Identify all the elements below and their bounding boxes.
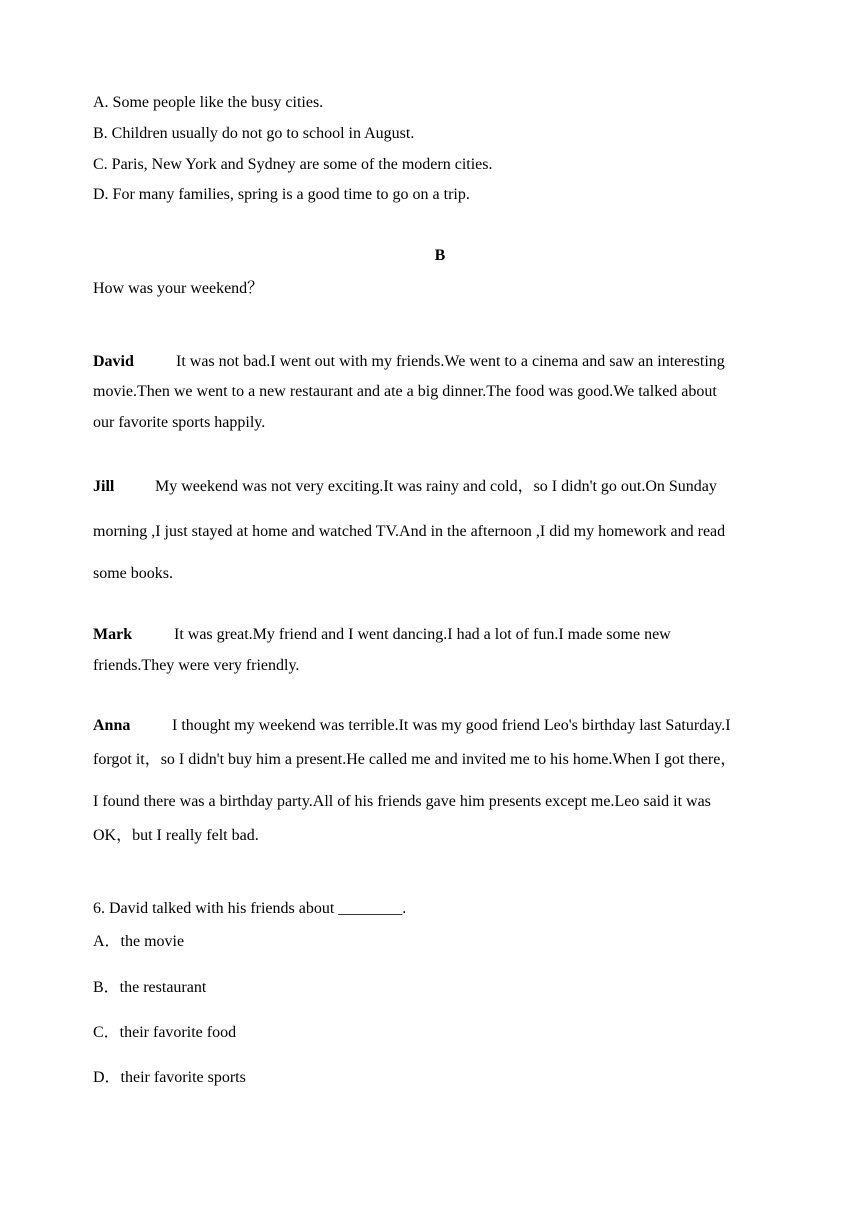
anna-text-1: I thought my weekend was terrible.It was my good friend Leo's birthday last Saturday.I [172,717,731,734]
speaker-name-david: David [93,353,134,370]
prev-option-d: D. For many families, spring is a good time to go on a trip. [93,186,470,203]
anna-text-2: forgot it，so I didn't buy him a present.He called me and invited me to his home.When I got there， [93,751,737,768]
question-option-c: C．their favorite food [93,1024,237,1041]
mark-text-1: It was great.My friend and I went dancing.I had a lot of fun.I made some new [174,626,671,643]
question-stem: 6. David talked with his friends about ________. [93,900,407,917]
speaker-name-mark: Mark [93,626,133,643]
prev-option-b: B. Children usually do not go to school in August. [93,125,415,142]
david-text-3: our favorite sports happily. [93,414,266,431]
speaker-name-anna: Anna [93,717,131,734]
question-option-b: B．the restaurant [93,979,207,996]
question-option-d: D．their favorite sports [93,1069,246,1086]
jill-line-1 [93,477,717,497]
jill-text-3: some books. [93,565,173,582]
david-text-1: It was not bad.I went out with my friends.We went to a cinema and saw an interesting [176,353,725,370]
anna-text-3: I found there was a birthday party.All of his friends gave him presents except me.Leo said it was [93,793,711,810]
mark-text-2: friends.They were very friendly. [93,657,300,674]
jill-text-1: My weekend was not very exciting.It was rainy and cold，so I didn't go out.On Sunday [155,478,717,495]
prev-option-a: A. Some people like the busy cities. [93,94,324,111]
speaker-name-jill: Jill [93,478,115,495]
david-text-2: movie.Then we went to a new restaurant and ate a big dinner.The food was good.We talked about [93,383,717,400]
jill-text-2: morning ,I just stayed at home and watched TV.And in the afternoon ,I did my homework and read [93,523,726,540]
question-option-a: A．the movie [93,933,185,950]
anna-line-1 [93,716,731,736]
mark-line-1 [93,625,671,645]
section-title: B [434,247,446,264]
david-line-1 [93,352,725,372]
anna-text-4: OK，but I really felt bad. [93,827,259,844]
passage-title: How was your weekend？ [93,280,264,297]
prev-option-c: C. Paris, New York and Sydney are some of the modern cities. [93,156,493,173]
